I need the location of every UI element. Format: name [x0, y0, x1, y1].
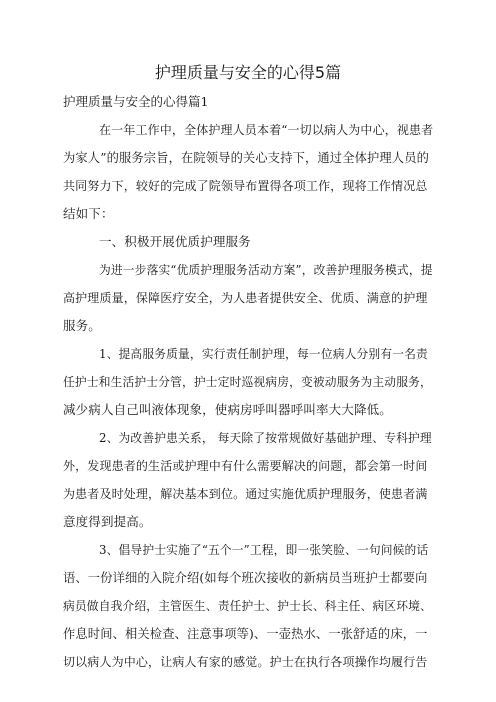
- paragraph-line: 共同努力下，较好的完成了院领导布置得各项工作，现将工作情况总: [63, 179, 428, 193]
- paragraph-line: 结如下：: [63, 206, 114, 221]
- paragraph-line: 减少病人自己叫液体现象，使病房呼叫器呼叫率大大降低。: [63, 402, 392, 417]
- paragraph-line: 病员做自我介绍，主管医生、责任护士、护士长、科主任、病区环境、: [63, 599, 432, 613]
- paragraph-line: 切以病人为中心，让病人有家的感觉。护士在执行各项操作均履行告: [63, 655, 428, 669]
- paragraph-line: 外，发现患者的生活或护理中有什么需要解决的问题，都会第一时间: [63, 459, 428, 473]
- paragraph-line: 2、为改善护患关系， 每天除了按常规做好基础护理、专科护理: [99, 431, 432, 445]
- paragraph-line: 为进一步落实“优质护理服务活动方案”，改善护理服务模式，提: [99, 263, 433, 277]
- paragraph-line: 为患者及时处理，解决基本到位。通过实施优质护理服务，使患者满: [63, 487, 428, 501]
- paragraph-line: 任护士和生活护士分管，护士定时巡视病房，变被动服务为主动服务，: [63, 375, 432, 389]
- paragraph-line: 在一年工作中，全体护理人员本着“一切以病人为中心，视患者: [99, 123, 434, 137]
- paragraph-line: 1、提高服务质量，实行责任制护理，每一位病人分别有一名责: [99, 347, 428, 361]
- paragraph-line: 语、一份详细的入院介绍(如每个班次接收的新病员当班护士都要向: [63, 571, 428, 585]
- paragraph-line: 3、倡导护士实施了“五个一”工程，即一张笑脸、一句问候的话: [99, 543, 429, 557]
- paragraph-line: 服务。: [63, 318, 101, 333]
- document-title: 护理质量与安全的心得5篇: [154, 63, 342, 82]
- section-heading: 一、积极开展优质护理服务: [99, 234, 251, 249]
- paragraph-line: 作息时间、相关检查、注意事项等)、一壶热水、一张舒适的床，一: [63, 627, 428, 641]
- paragraph-line: 为家人”的服务宗旨，在院领导的关心支持下，通过全体护理人员的: [63, 151, 430, 165]
- paragraph-line: 意度得到提高。: [63, 514, 152, 529]
- section-subtitle: 护理质量与安全的心得篇1: [63, 94, 209, 109]
- paragraph-line: 高护理质量，保障医疗安全，为人患者提供安全、优质、满意的护理: [63, 291, 428, 305]
